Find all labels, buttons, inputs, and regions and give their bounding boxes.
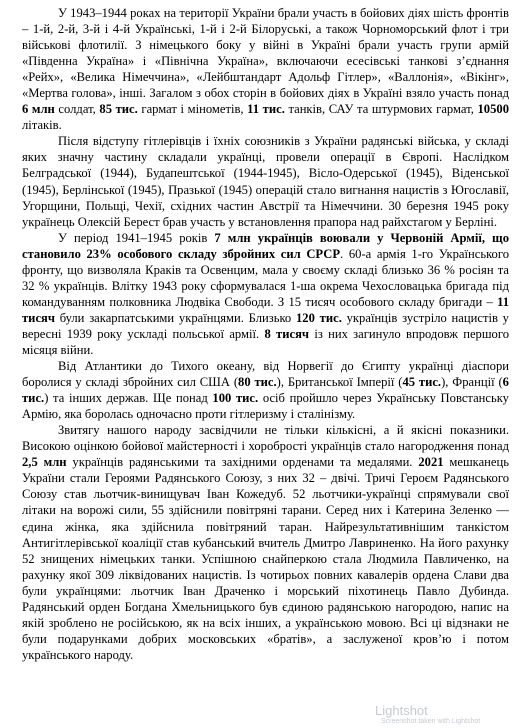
lightshot-watermark <box>375 704 525 726</box>
text-run: із них загинуло впродовж першого місяця війни. <box>22 326 509 357</box>
text-run: гармат і мінометів, <box>137 102 248 117</box>
text-run: ), Франції ( <box>441 375 503 390</box>
bold-text-run: 8 тисяч <box>264 326 310 341</box>
bold-text-run: 6 тис. <box>22 375 509 406</box>
paragraph-4 <box>22 358 509 422</box>
bold-text-run: 6 млн <box>22 102 55 117</box>
paragraph-1 <box>22 5 509 133</box>
text-run: Звитягу нашого народу засвідчили не тільки кількісні, а й якісні показники. Високою оцінкою бойової майстерності і хоробрості українців стало нагородження понад <box>22 423 509 454</box>
text-run: ), Британської Імперії ( <box>276 375 403 390</box>
bold-text-run: 45 тис. <box>402 375 442 390</box>
watermark-title: Lightshot <box>375 703 428 718</box>
text-run: українців зустріло нацистів у вересні 1939 року ускладі польської армії. <box>22 310 509 341</box>
text-run: українців радянськими та західними орденами та медалями. <box>66 455 419 470</box>
text-run: танків, САУ та штурмових гармат, <box>284 102 478 117</box>
text-run: У 1943–1944 роках на території України брали участь в бойових діях шість фронтів – 1-й, 2-й, 3-й і 4-й Українські, 1-й і 2-й Білоруські, а також Чорноморський флот і три військові флотилії. З німецького боку у війні в Україні брали участь групи армій «Південна Україна» і «Північна Україна», включаючи есесівські танкові з’єднання «Рейх», «Велика Німеччина», «Лейбштандарт Адольф Гітлер», «Валлонія», «Вікінг», «Мертва голова», інші. Загалом з обох сторін в бойових діях в Україні взяло участь понад <box>22 6 509 101</box>
bold-text-run: 11 тисяч <box>22 294 509 325</box>
text-run: солдат, <box>54 102 100 117</box>
watermark-subtitle: Screenshot taken with Lightshot <box>381 718 481 725</box>
paragraph-5 <box>22 422 509 663</box>
text-run: мешканець України стали Героями Радянського Союзу, з них 32 – двічі. Тричі Героєм Радянського Союзу став льотчик-винищувач Іван Кожедуб. 52 льотчики-українці спрямували свої літаки на ворожі сили, 55 здійснили повітряні тарани. Серед них і Катерина Зеленко — єдина жінка, яка здійснила повітряний таран. Найрезультативнішим танкістом Антигітлерівської коаліції став кубанський вчитель Дмитро Лавриненко. На його рахунку 52 знищених німецьких танки. Успішною снайперкою стала Людмила Павличенко, на рахунку якої 309 ліквідованих нацистів. Із чотирьох повних кавалерів ордена Слави два були українцями: льотчик Іван Драченко і морський піхотинець Павло Дубинда. Радянський орден Богдана Хмельницького був єдиною радянською нагородою, напис на якій зроблено не російською, як на всіх інших, а українською мовою. Всі ці відзнаки не були подарунками добрих московських «братів», а заслуженої кров’ю і потом українського народу. <box>22 455 509 662</box>
paragraph-2 <box>22 133 509 229</box>
bold-text-run: 10500 <box>477 102 509 117</box>
document-body <box>22 5 509 663</box>
text-run: У період 1941–1945 років <box>58 230 215 245</box>
text-run: ) та інших держав. Ще понад <box>44 391 213 406</box>
paragraph-3 <box>22 230 509 358</box>
bold-text-run: 2,5 млн <box>22 455 67 470</box>
bold-text-run: 2021 <box>418 455 444 470</box>
bold-text-run: 100 тис. <box>212 391 259 406</box>
bold-text-run: 11 тис. <box>247 102 285 117</box>
text-run: осіб пройшло через Українську Повстанську Армію, яка боролась одночасно проти гітлеризму і сталінізму. <box>22 391 509 422</box>
text-run: . 60-а армія 1-го Українського фронту, що визволяла Краків та Освенцим, мала у своєму складі близько 36 % росіян та 32 % українців. Влітку 1943 року сформувалася 1-ша окрема Чехословацька бригада під командуванням полковника Людвіка Свободи. З 15 тисяч особового складу бригади – <box>22 246 510 309</box>
text-run: Після відступу гітлерівців і їхніх союзників з України радянські війська, у складі яких значну частину складали українці, провели операції в Європі. Наслідком Белградської (1944), Будапештської (1944-1945), Вісло-Одерської (1945), Віденської (1945), Берлінської (1945), Празької (1945) операцій стало вигнання нацистів з Югославії, Угорщини, Польщі, Чехії, східних частин Австрії та Німеччини. 30 березня 1945 року українець Олексій Берест брав участь у встановлення прапора над райхстагом у Берліні. <box>22 134 509 229</box>
text-run: були закарпатськими українцями. Близько <box>54 310 296 325</box>
bold-text-run: 80 тис. <box>238 375 277 390</box>
text-run: літаків. <box>22 118 62 133</box>
bold-text-run: 7 млн українців воювали у Червоній Армії, що становило 23% особового складу збройних сил СРСР <box>22 230 509 261</box>
bold-text-run: 120 тис. <box>296 310 342 325</box>
bold-text-run: 85 тис. <box>99 102 138 117</box>
text-run: Від Атлантики до Тихого океану, від Норвегії до Єгипту українці діаспори боролися у складі збройних сил США ( <box>22 359 509 390</box>
